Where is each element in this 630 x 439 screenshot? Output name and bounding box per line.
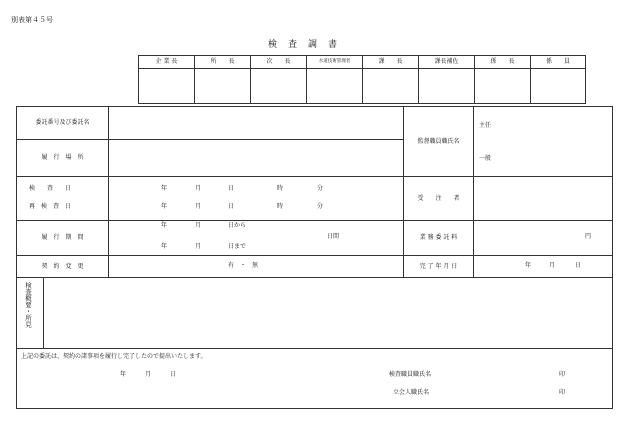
reinspection-month-unit: 月	[195, 203, 202, 210]
completion-month-unit: 月	[549, 262, 556, 269]
label-summary: 検査概要・所見	[24, 282, 32, 328]
period-from-month-unit: 月	[195, 222, 202, 229]
page-title: 検 査 調 書	[268, 40, 339, 50]
approval-label-water-tech: 水道技術管理者	[318, 59, 351, 64]
footer-witness-seal: 印	[559, 389, 566, 396]
footer-year-unit: 年	[120, 371, 127, 378]
footer-statement: 上記の委託は、契約の諸事項を履行し完了したので提出いたします。	[21, 353, 207, 360]
approval-label-subsection-chief: 係 長	[490, 58, 515, 65]
inspection-form	[16, 106, 613, 409]
service-fee-yen-unit: 円	[585, 233, 592, 240]
approval-label-president: 企 業 長	[155, 58, 178, 65]
approval-label-staff: 係 員	[545, 58, 570, 65]
approval-table	[138, 55, 586, 104]
reinspection-minute-unit: 分	[317, 203, 324, 210]
rank-chief: 主任	[479, 122, 492, 129]
label-contractor: 受 注 者	[417, 194, 460, 202]
approval-label-director: 所 長	[210, 58, 235, 65]
reinspection-hour-unit: 時	[277, 203, 284, 210]
period-to-suffix: 日まで	[228, 243, 247, 250]
footer-inspector-seal: 印	[559, 371, 566, 378]
approval-label-assistant-chief: 課長補佐	[434, 58, 459, 65]
inspection-minute-unit: 分	[317, 185, 324, 192]
label-completion-date: 完 了 年 月 日	[419, 262, 458, 270]
rank-general: 一般	[479, 155, 492, 162]
period-to-month-unit: 月	[195, 243, 202, 250]
inspection-year-unit: 年	[161, 185, 168, 192]
completion-year-unit: 年	[525, 262, 532, 269]
approval-label-section-chief: 課 長	[378, 58, 403, 65]
footer-month-unit: 月	[145, 371, 152, 378]
period-days-unit: 日間	[327, 233, 340, 240]
period-to-year-unit: 年	[161, 243, 168, 250]
label-service-fee: 業 務 委 託 料	[419, 234, 458, 241]
label-location: 履 行 場 所	[41, 154, 84, 161]
label-supervisor: 監督職員職氏名	[417, 137, 460, 145]
label-performance-period: 履 行 期 間	[41, 234, 84, 241]
contract-change-options: 有 ・ 無	[228, 262, 259, 269]
inspection-month-unit: 月	[195, 185, 202, 192]
period-from-year-unit: 年	[161, 222, 168, 229]
completion-day-unit: 日	[575, 262, 582, 269]
label-reinspection-date: 再 検 査 日	[29, 203, 72, 210]
inspection-hour-unit: 時	[277, 185, 284, 192]
label-contract-no-name: 委託番号及び委託名	[35, 119, 90, 126]
footer-witness-label: 立会人職氏名	[393, 389, 430, 396]
footer-inspector-label: 検査職員職氏名	[389, 371, 432, 378]
label-inspection-date: 検 査 日	[29, 185, 72, 192]
period-from-suffix: 日から	[228, 222, 247, 229]
approval-label-deputy: 次 長	[266, 58, 291, 65]
inspection-day-unit: 日	[228, 185, 235, 192]
footer-day-unit: 日	[170, 371, 177, 378]
reinspection-day-unit: 日	[228, 203, 235, 210]
reinspection-year-unit: 年	[161, 203, 168, 210]
form-number: 別表第４５号	[11, 16, 53, 24]
label-contract-change: 契 約 変 更	[41, 262, 84, 270]
